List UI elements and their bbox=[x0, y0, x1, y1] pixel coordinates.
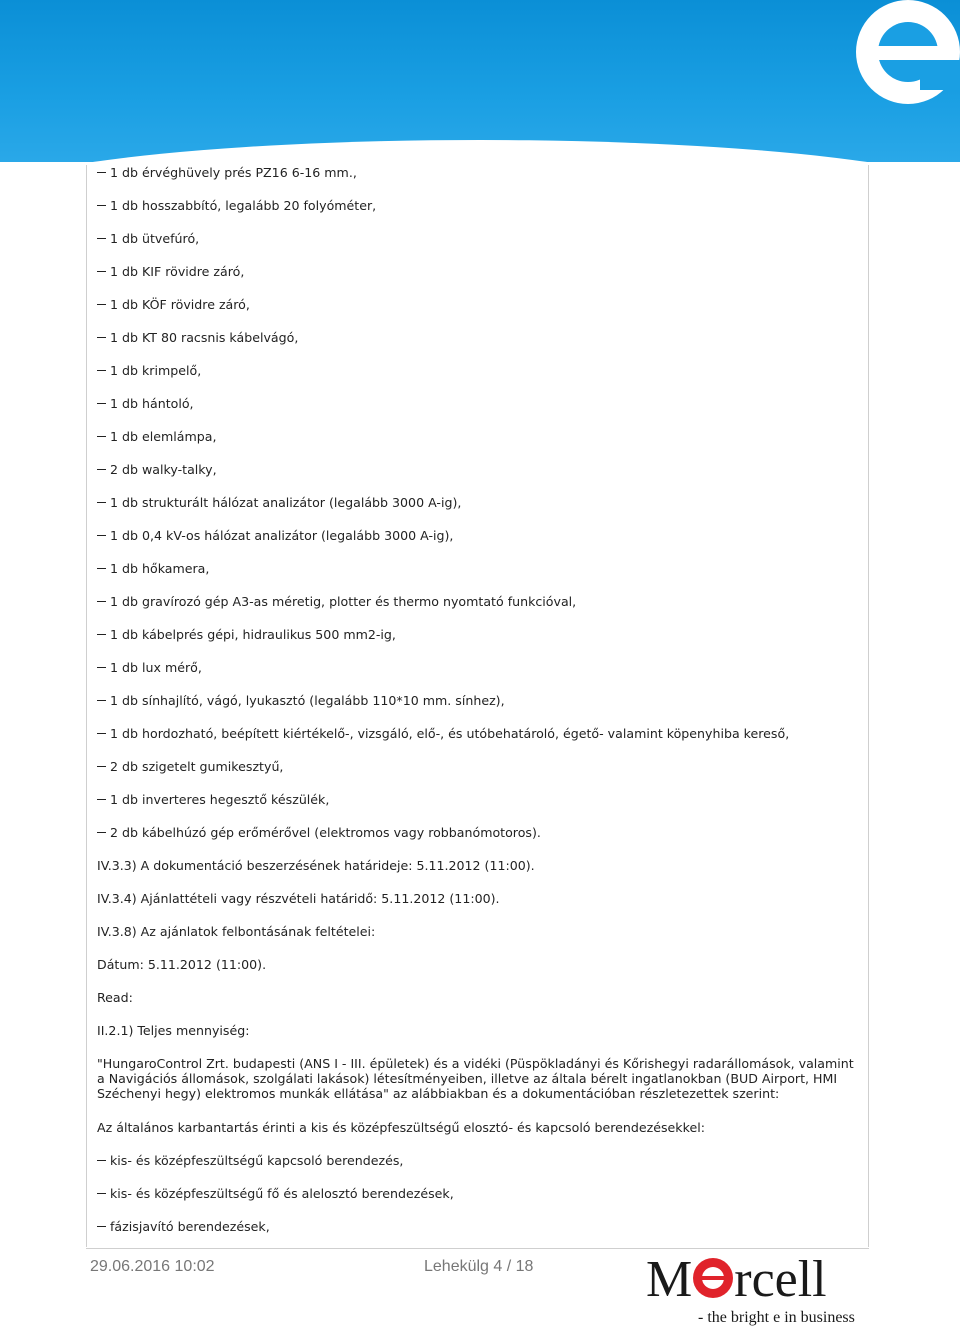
dash-bullet-icon bbox=[97, 403, 106, 405]
date-text: Dátum: 5.11.2012 (11:00). bbox=[97, 957, 267, 972]
opening-conditions-text: IV.3.8) Az ajánlatok felbontásának feltételei: bbox=[97, 924, 376, 939]
list-item: kis- és középfeszültségű kapcsoló berendezés, bbox=[97, 1153, 862, 1168]
dash-bullet-icon bbox=[97, 1226, 106, 1228]
dash-bullet-icon bbox=[97, 568, 106, 570]
dash-bullet-icon bbox=[97, 205, 106, 207]
page-footer bbox=[86, 1248, 869, 1330]
dash-bullet-icon bbox=[97, 271, 106, 273]
list-item: 1 db elemlámpa, bbox=[97, 429, 862, 444]
list-item: 1 db inverteres hegesztő készülék, bbox=[97, 792, 862, 807]
dash-bullet-icon bbox=[97, 436, 106, 438]
dash-bullet-icon bbox=[97, 304, 106, 306]
dash-bullet-icon bbox=[97, 238, 106, 240]
dash-bullet-icon bbox=[97, 667, 106, 669]
document-body bbox=[86, 165, 869, 1247]
read-text: Read: bbox=[97, 990, 133, 1005]
list-item: 1 db KIF rövidre záró, bbox=[97, 264, 862, 279]
list-item: 1 db hordozható, beépített kiértékelő-, vizsgáló, elő-, és utóbehatároló, égető- valamint köpenyhiba kereső, bbox=[97, 726, 862, 741]
dash-bullet-icon bbox=[97, 700, 106, 702]
dash-bullet-icon bbox=[97, 634, 106, 636]
dash-bullet-icon bbox=[97, 733, 106, 735]
list-item: 1 db KÖF rövidre záró, bbox=[97, 297, 862, 312]
list-item: 1 db hőkamera, bbox=[97, 561, 862, 576]
offer-deadline-text: IV.3.4) Ajánlattételi vagy részvételi határidő: 5.11.2012 (11:00). bbox=[97, 891, 500, 906]
logo-tagline: - the bright e in business bbox=[698, 1309, 855, 1326]
list-item: 2 db walky-talky, bbox=[97, 462, 862, 477]
dash-bullet-icon bbox=[97, 502, 106, 504]
dash-bullet-icon bbox=[97, 469, 106, 471]
list-item: 1 db 0,4 kV-os hálózat analizátor (legalább 3000 A-ig), bbox=[97, 528, 862, 543]
marcell-logo bbox=[642, 1253, 866, 1329]
list-item: 1 db KT 80 racsnis kábelvágó, bbox=[97, 330, 862, 345]
list-item: 1 db krimpelő, bbox=[97, 363, 862, 378]
list-item: 1 db ütvefúró, bbox=[97, 231, 862, 246]
page-number: Lehekülg 4 / 18 bbox=[424, 1258, 534, 1275]
list-item: 1 db kábelprés gépi, hidraulikus 500 mm2-ig, bbox=[97, 627, 862, 642]
list-item: 1 db hosszabbító, legalább 20 folyóméter, bbox=[97, 198, 862, 213]
dash-bullet-icon bbox=[97, 370, 106, 372]
dash-bullet-icon bbox=[97, 535, 106, 537]
dash-bullet-icon bbox=[97, 832, 106, 834]
list-item: 1 db lux mérő, bbox=[97, 660, 862, 675]
logo-e-icon bbox=[693, 1258, 733, 1298]
dash-bullet-icon bbox=[97, 1160, 106, 1162]
footer-datetime: 29.06.2016 10:02 bbox=[90, 1258, 215, 1275]
logo-wordmark: M rcell bbox=[646, 1251, 827, 1308]
dash-bullet-icon bbox=[97, 172, 106, 174]
header-swoosh bbox=[0, 140, 960, 162]
list-item: kis- és középfeszültségű fő és alelosztó berendezések, bbox=[97, 1186, 862, 1201]
quantity-heading: II.2.1) Teljes mennyiség: bbox=[97, 1023, 250, 1038]
dash-bullet-icon bbox=[97, 799, 106, 801]
list-item: 1 db gravírozó gép A3-as méretig, plotter és thermo nyomtató funkcióval, bbox=[97, 594, 862, 609]
description-paragraph: "HungaroControl Zrt. budapesti (ANS I - III. épületek) és a vidéki (Püspökladányi és Kőrishegyi radarállomások, valamint a Navigációs állomások, szolgálati lakások) létesítményeiben, illetve az általa bérelt ingatlanokban (BUD Airport, HMI Széchenyi hegy) elektromos munkák ellátása" az alábbiakban és a dokumentációban részletezettek szerint: bbox=[97, 1056, 854, 1101]
header-banner bbox=[0, 0, 960, 162]
list-item: 1 db sínhajlító, vágó, lyukasztó (legalább 110*10 mm. sínhez), bbox=[97, 693, 862, 708]
list-item: 1 db érvéghüvely prés PZ16 6-16 mm., bbox=[97, 165, 862, 180]
maintenance-text: Az általános karbantartás érinti a kis és középfeszültségű elosztó- és kapcsoló berendezésekkel: bbox=[97, 1120, 705, 1135]
brand-e-mark-icon bbox=[820, 0, 960, 120]
list-item: 1 db hántoló, bbox=[97, 396, 862, 411]
dash-bullet-icon bbox=[97, 1193, 106, 1195]
list-item: fázisjavító berendezések, bbox=[97, 1219, 862, 1234]
dash-bullet-icon bbox=[97, 766, 106, 768]
list-item: 2 db kábelhúzó gép erőmérővel (elektromos vagy robbanómotoros). bbox=[97, 825, 862, 840]
dash-bullet-icon bbox=[97, 601, 106, 603]
dash-bullet-icon bbox=[97, 337, 106, 339]
list-item: 1 db strukturált hálózat analizátor (legalább 3000 A-ig), bbox=[97, 495, 862, 510]
list-item: 2 db szigetelt gumikesztyű, bbox=[97, 759, 862, 774]
doc-deadline-text: IV.3.3) A dokumentáció beszerzésének határideje: 5.11.2012 (11:00). bbox=[97, 858, 535, 873]
